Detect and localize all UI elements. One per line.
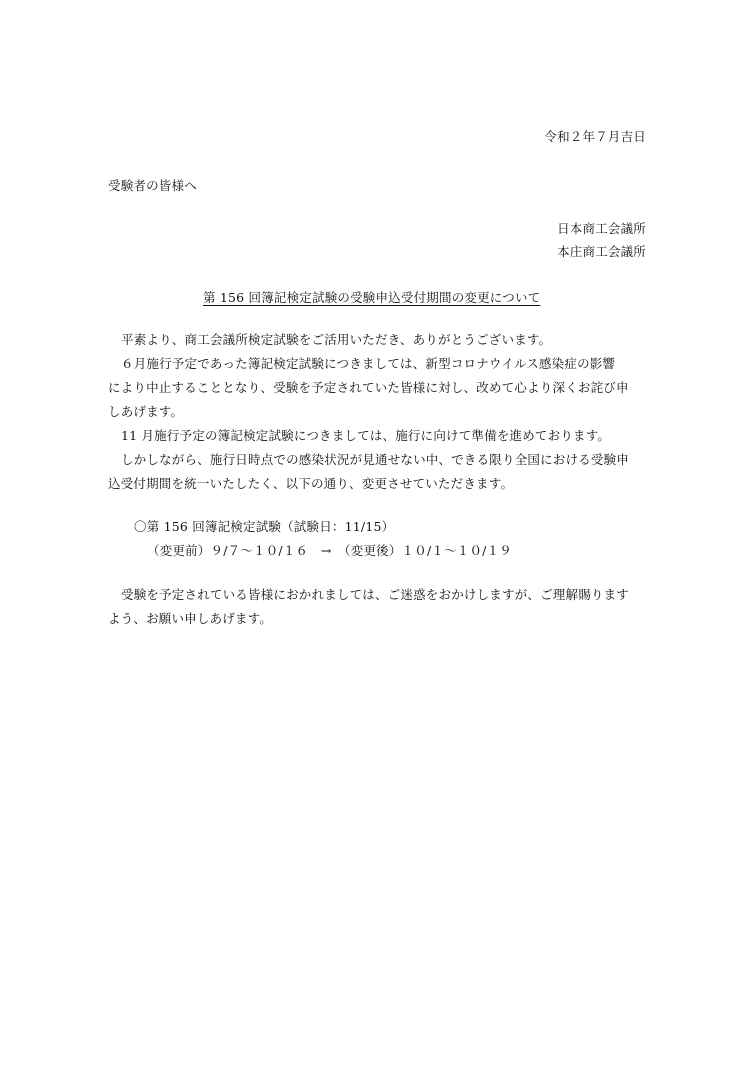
- sender-organization-2: 本庄商工会議所: [557, 244, 646, 259]
- paragraph-change-line-2: 込受付期間を統一いたしたく、以下の通り、変更させていただきます。: [108, 476, 514, 491]
- paragraph-cancellation-line-2: により中止することとなり、受験を予定されていた皆様に対し、改めて心より深くお詫び申: [108, 380, 629, 395]
- sender-organization-1: 日本商工会議所: [557, 221, 646, 236]
- exam-name: 〇第 156 回簿記検定試験（試験日：11/15）: [134, 519, 395, 534]
- paragraph-november-exam: 11 月施行予定の簿記検定試験につきましては、施行に向けて準備を進めております。: [121, 428, 611, 443]
- document-title: 第 156 回簿記検定試験の受験申込受付期間の変更について: [203, 290, 541, 305]
- paragraph-cancellation-line-3: しあげます。: [108, 404, 184, 419]
- exam-period-change: （変更前）９/７～１０/１６ → （変更後）１０/１～１０/１９: [147, 543, 512, 558]
- paragraph-change-line-1: しかしながら、施行日時点での感染状況が見通せない中、できる限り全国における受験申: [121, 452, 630, 467]
- closing-line-1: 受験を予定されている皆様におかれましては、ご迷惑をおかけしますが、ご理解賜ります: [121, 587, 630, 602]
- closing-line-2: よう、お願い申しあげます。: [108, 611, 273, 626]
- paragraph-cancellation-line-1: ６月施行予定であった簿記検定試験につきましては、新型コロナウイルス感染症の影響: [121, 356, 616, 371]
- paragraph-greeting: 平素より、商工会議所検定試験をご活用いただき、ありがとうございます。: [121, 332, 552, 347]
- document-date: 令和２年７月吉日: [544, 129, 646, 144]
- addressee: 受験者の皆様へ: [108, 178, 197, 193]
